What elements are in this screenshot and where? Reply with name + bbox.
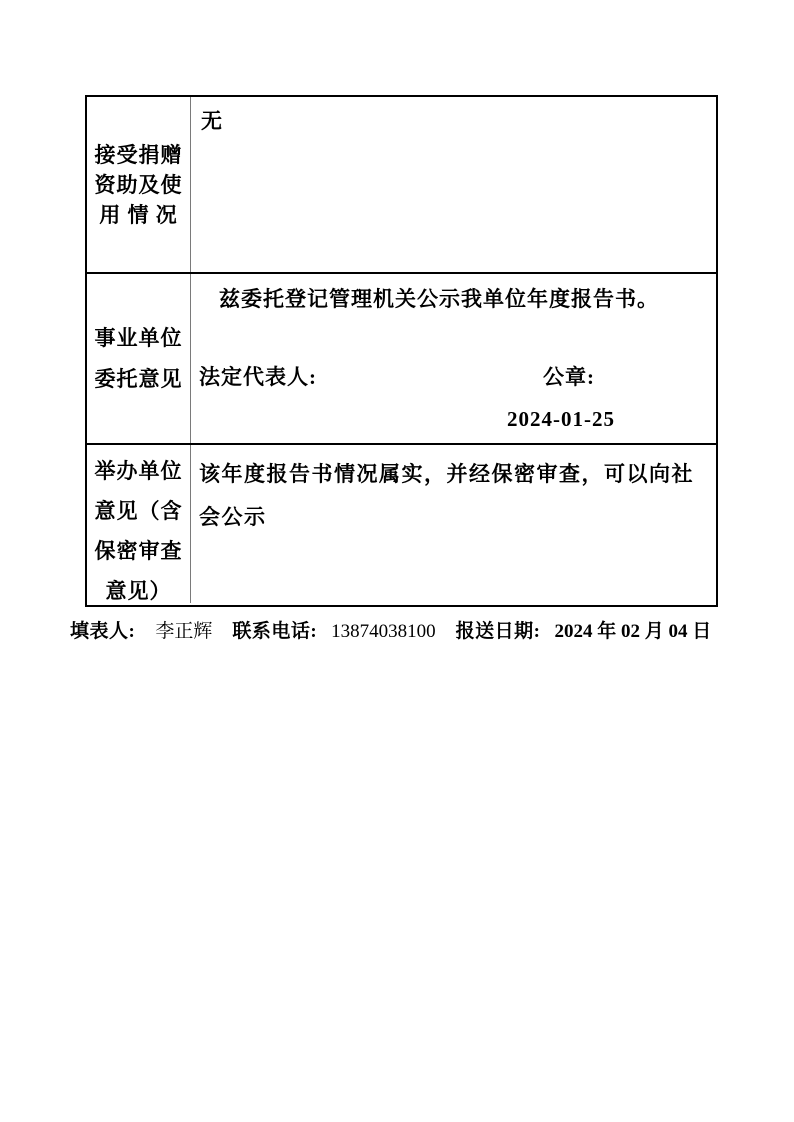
label-line: 意见（含 [94,499,183,523]
form-filler-label: 填表人: [70,621,136,642]
label-line: 举办单位 [94,459,183,483]
label-line: 事业单位 [94,325,183,350]
cell-delegation-content [191,274,716,443]
footer-line [70,620,730,644]
cell-sponsor-opinion-content [191,445,716,603]
seal-date: 2024-01-25 [507,407,615,431]
label-line: 资助及使 [94,172,183,197]
donations-value: 无 [201,109,222,133]
label-line: 保密审查 [94,539,183,563]
label-line: 接受捐赠 [94,142,183,167]
label-line: 用 情 况 [99,202,178,227]
legal-representative-label: 法定代表人: [199,365,317,389]
row-label-delegation-opinion [87,274,191,443]
table-row-donations [87,97,716,272]
submit-date-value: 2024 年 02 月 04 日 [554,621,712,642]
row-label-sponsor-opinion [87,445,191,603]
signature-line [199,362,702,392]
row-label-donations [87,97,191,272]
delegation-statement: 兹委托登记管理机关公示我单位年度报告书。 [219,287,659,311]
label-line: 意见） [105,579,172,603]
contact-phone-value: 13874038100 [331,621,436,642]
submit-date-label: 报送日期: [455,621,541,642]
annual-report-form-table [85,95,718,607]
official-seal-label: 公章: [543,365,595,389]
contact-phone-label: 联系电话: [232,621,318,642]
sponsor-opinion-text: 该年度报告书情况属实，并经保密审查，可以向社会公示 [199,462,694,529]
table-row-delegation-opinion [87,272,716,443]
table-row-sponsor-opinion [87,443,716,603]
label-line: 委托意见 [94,366,183,391]
form-filler-value: 李正辉 [155,621,213,642]
cell-donations-content [191,97,716,272]
